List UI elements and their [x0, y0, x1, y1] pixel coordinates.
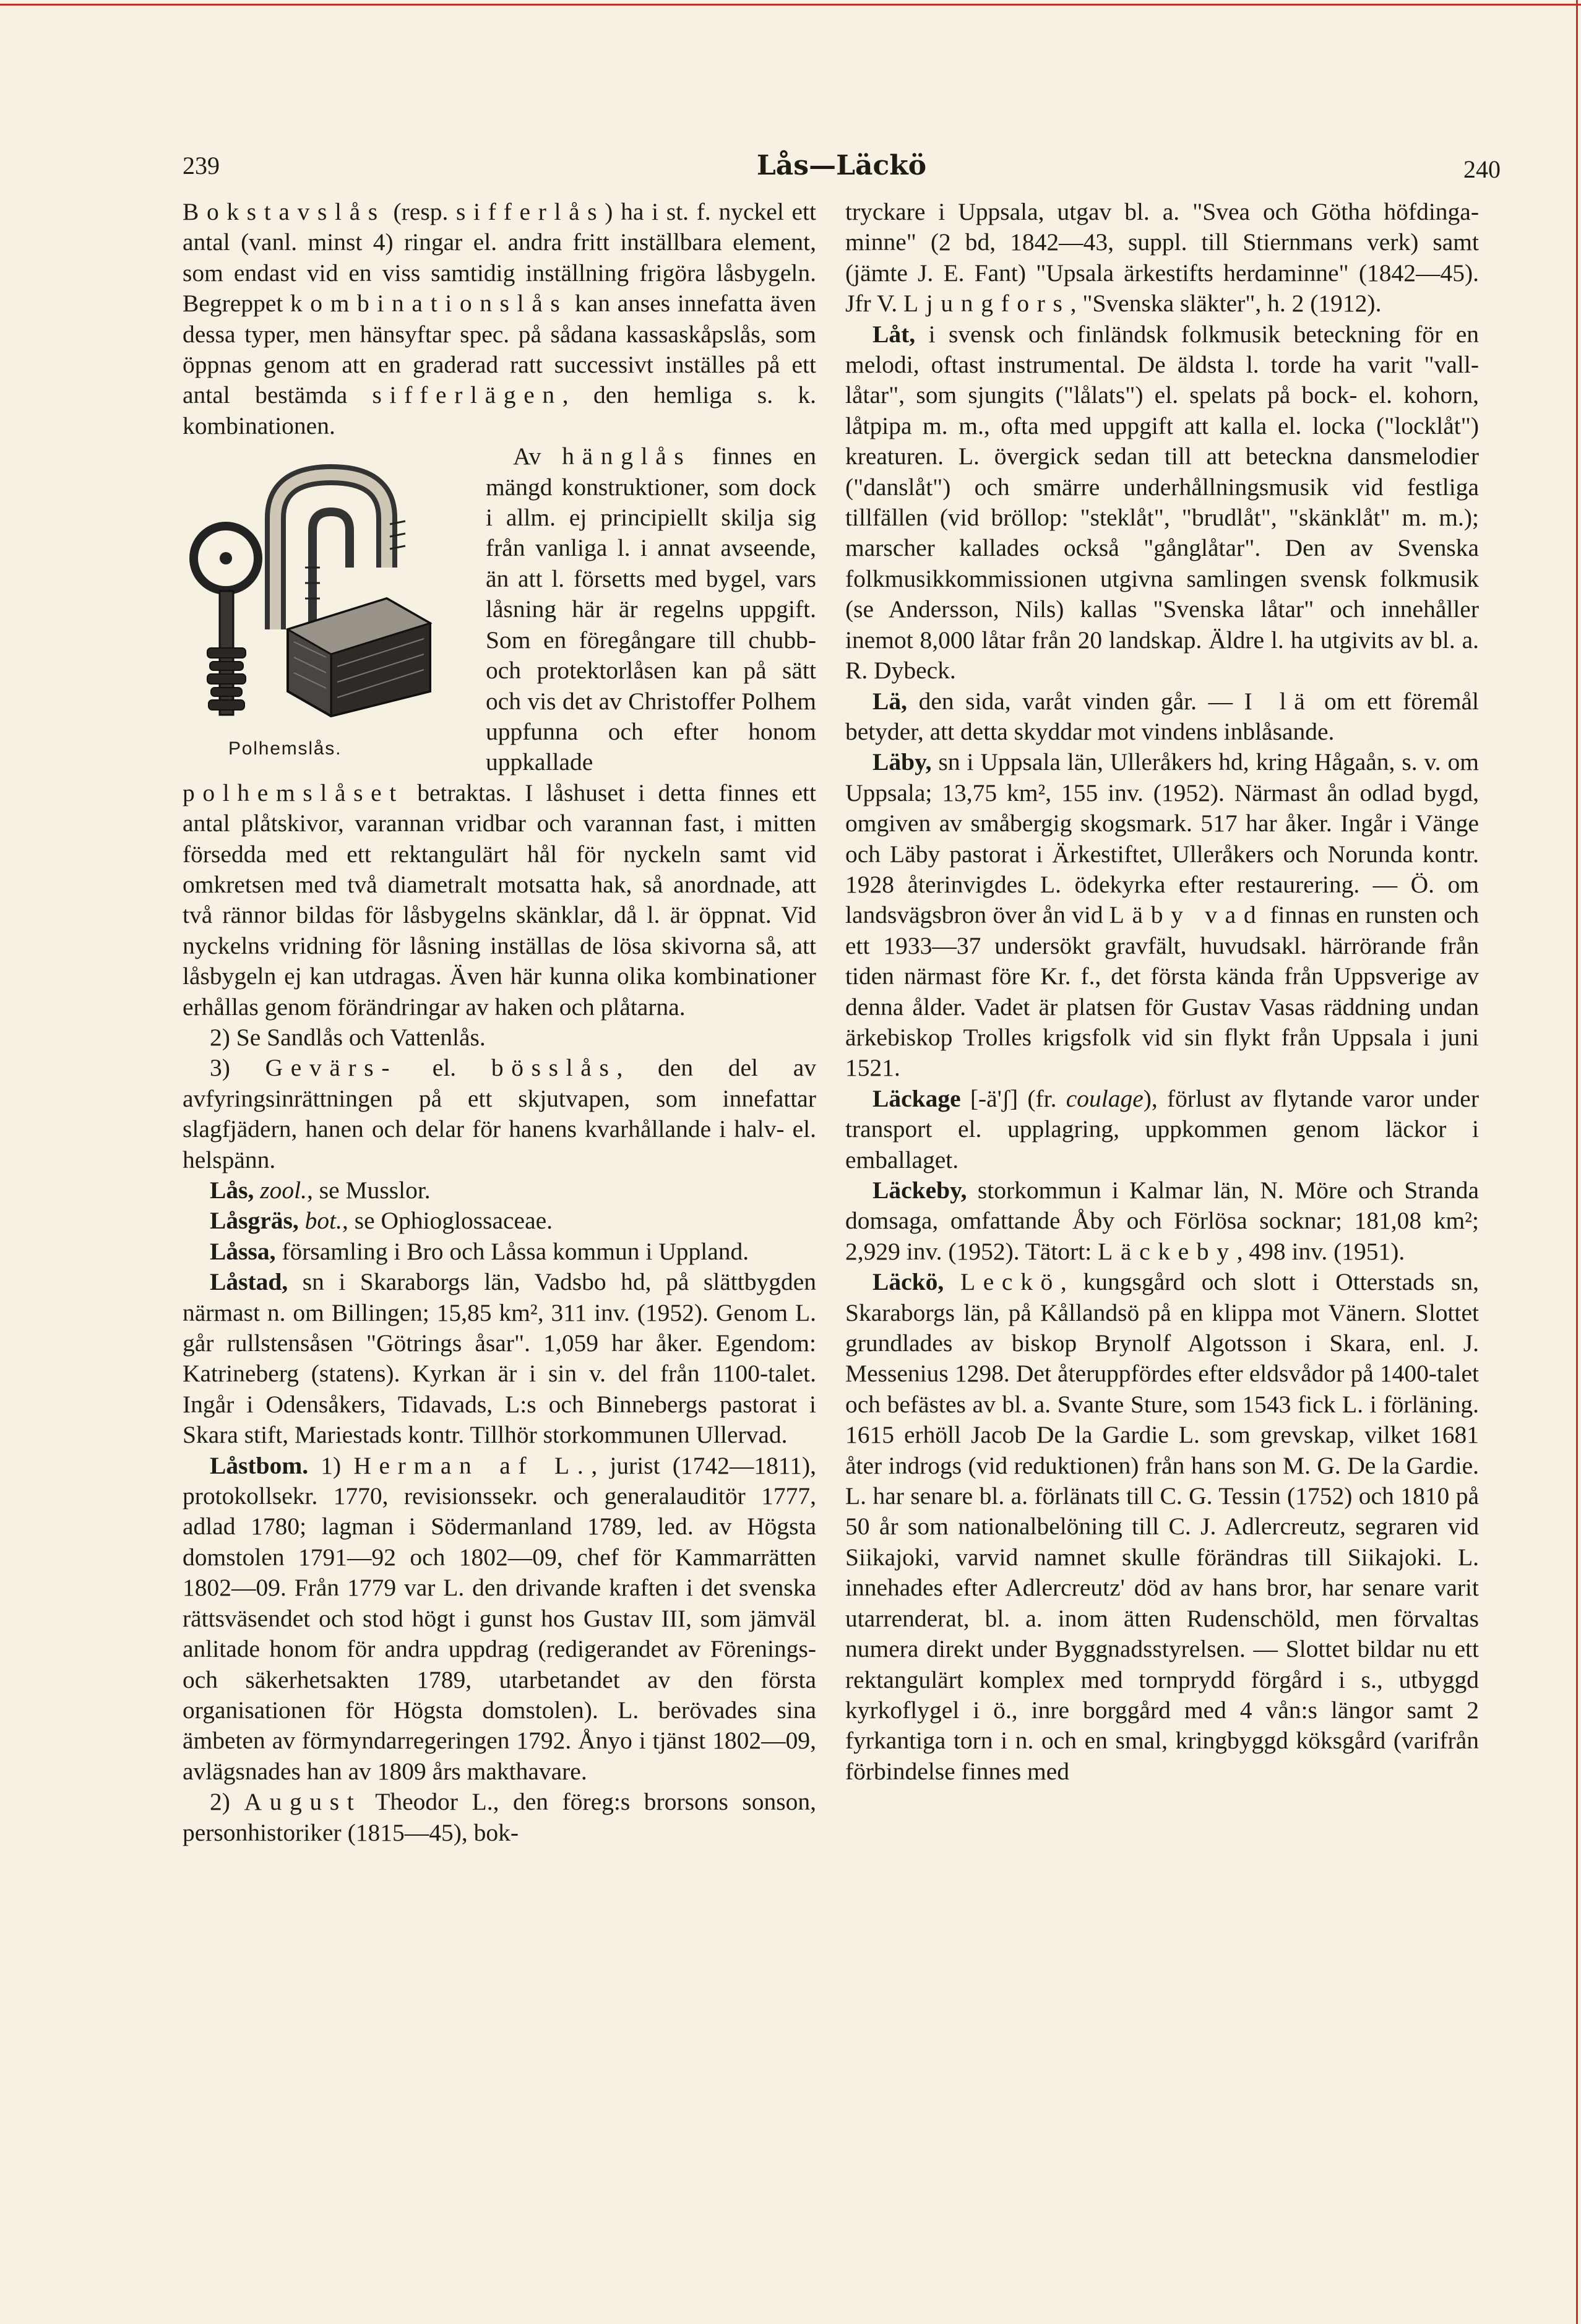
headword: Låsgräs, [210, 1207, 299, 1235]
text: kan anses innefatta även dessa typer, men hänsyftar spec. på sådana kassaskåpslås, som öppnas genom att en graderad ratt successivt inställes på ett antal bestämda [183, 290, 816, 409]
entry-gevarslas [183, 1053, 816, 1175]
padlock-key-illustration [183, 444, 473, 735]
text: 3) [210, 1054, 265, 1082]
term: hänglås [562, 443, 692, 470]
entry-lastbom-cont [845, 197, 1479, 319]
term: sifferlås [456, 198, 605, 225]
top-rule [0, 4, 1581, 6]
text: , kungsgård och slott i Otterstads sn, Skaraborgs län, på Kållandsö på en klippa mot Vänern. Slottet grundlades av biskop Brynolf Algotsson i Skara, enl. J. Messenius 1298. Det återuppfördes efter eldsvådor på 1400-talet och befästes av bl. a. Svante Sture, som 1543 fick L. i förläning. 1615 erhöll Jacob De la Gardie L. som grevskap, vilket 1681 åter indrogs (vid reduktionen) från hans son M. G. De la Gardie. L. har senare bl. a. förlänats till C. G. Tessin (1752) och 1810 på 50 år som nationalbelöning till C. J. Adlercreutz, segraren vid Siikajoki, varvid namnet skulle förändras till Siikajoki. L. innehades efter Adlercreutz' död av hans bror, har senare varit utarrenderat, bl. a. inom ätten Rudenschöld, men förvaltas numera direkt under Byggnadsstyrelsen. — Slottet bildar nu ett rektangulärt komplex med tornprydd förgård i s., utbyggd kyrkoflygel i ö., inre borggård med 4 vån:s längor samt 2 fyrkantiga torn i n. och en smal, kringbyggd köksgård (varifrån förbindelse finnes med [845, 1268, 1479, 1785]
term: August [244, 1788, 362, 1816]
term: sifferlägen [372, 381, 562, 409]
text: i svensk och finländsk folkmusik beteckning för en melodi, oftast instrumental. De äldsta l. torde ha varit "vall-låtar", som sjungits ("lålats") el. spelats på bock- el. kohorn, låtpipa m. m., ofta med uppgift att kalla el. locka ("locklåt") kreaturen. L. övergick sedan till att beteckna dansmelodier ("danslåt") och smärre underhållningsmusik vid festliga tillfällen (vid bröllop: "steklåt", "brudlåt", "skänklåt" m. m.); marscher kallades också "gånglåtar". Den av Svenska folkmusikkommissionen utgivna samlingen svensk folkmusik (se Andersson, Nils) kallas "Svenska låtar" och innehåller inemot 8,000 låtar från 20 landskap. Äldre l. ha utgivits av bl. a. R. Dybeck. [845, 320, 1479, 685]
text: , 498 inv. (1951). [1236, 1237, 1405, 1265]
headword: Låstad, [210, 1268, 288, 1296]
entry-la [845, 686, 1479, 748]
text: [-ä'ʃ] (fr. [960, 1084, 1066, 1112]
abbrev: zool. [260, 1177, 307, 1204]
figure-caption: Polhemslås. [228, 738, 342, 759]
text: finnas en runsten och ett 1933—37 undersökt gravfält, huvudsakl. härrörande från tiden närmast före Kr. f., det första kända från Uppsverige av denna ålder. Vadet är platsen för Gustav Vasas räddning undan ärkebiskop Trolles krigsfolk vid sin flykt från Uppsala i juni 1521. [845, 901, 1479, 1082]
text [944, 1268, 960, 1295]
term: Bokstavslås [183, 198, 386, 225]
entry-bokstavslas [183, 197, 816, 441]
page-title: Lås—Läckö [756, 150, 927, 181]
text: storkommun i Kalmar län, N. Möre och Stranda domsaga, omfattande Åby och Förlösa socknar; 181,08 km²; 2,929 inv. (1952). Tätort: [845, 1177, 1479, 1265]
text: församling i Bro och Låssa kommun i Uppland. [275, 1237, 749, 1265]
headword: Läckeby, [872, 1177, 967, 1204]
text: sn i Skaraborgs län, Vadsbo hd, på slättbygden närmast n. om Billingen; 15,85 km², 311 inv. (1952). Genom L. går rullstensåsen "Götrings åsar". 1,059 har åker. Egendom: Katrineberg (statens). Kyrkan är i sin v. del från 1100-talet. Ingår i Odensåkers, Tidavads, L:s och Binnebergs pastorat i Skara stift, Mariestads kontr. Tillhör storkommunen Ullervad. [183, 1268, 816, 1449]
text: 1) [308, 1451, 354, 1479]
headword: Läby, [872, 748, 932, 776]
abbrev: bot. [304, 1207, 342, 1235]
headword: Lås, [210, 1177, 254, 1204]
term: I lä [1244, 687, 1313, 715]
text: el. [397, 1054, 491, 1082]
entry-lastad [183, 1267, 816, 1450]
text: sn i Uppsala län, Ulleråkers hd, kring Hågaån, s. v. om Uppsala; 13,75 km², 155 inv. (1952). Närmast ån odlad bygd, omgiven av småbergig skogsmark. 517 har åker. Ingår i Vänge och Läby pastorat i Ärkestiftet, Ulleråkers och Norunda kontr. 1928 återinvigdes L. ödekyrka efter restaurering. — Ö. om landsvägsbron över ån vid [845, 748, 1479, 929]
text: (resp. [385, 198, 457, 225]
text: Theodor L., den föreg:s brorsons sonson, personhistoriker (1815—45), bok- [183, 1788, 817, 1846]
term: Leckö [960, 1268, 1061, 1296]
term: Gevärs- [265, 1054, 398, 1082]
text: finnes en mängd konstruktioner, som dock i allm. ej principiellt skilja sig från vanliga l. i annat avseende, än att l. försetts med bygel, vars låsning här är regelns uppgift. Som en föregångare till chubb- och protektorlåsen kan på sätt och vis det av Christoffer Polhem uppfunna och efter honom uppkallade [486, 443, 816, 776]
entry-lacko [845, 1267, 1479, 1787]
entry-lat [845, 319, 1479, 686]
text: den sida, varåt vinden går. — [907, 687, 1244, 715]
entry-lassa [183, 1237, 816, 1267]
page-number-left: 239 [183, 152, 220, 179]
headword: Läckö, [872, 1268, 944, 1296]
text: , jurist (1742—1811), protokollsekr. 1770, revisionssekr. och generalauditör 1777, adlad 1780; lagman i Södermanland 1789, led. av Högsta domstolen 1791—92 och 1802—09, chef för Kammarrätten 1802—09. Från 1779 var L. den drivande kraften i det svenska rättsväsendet och stod högt i gunst hos Gustav III, som jämväl anlitade honom för andra uppdrag (redigerandet av Förenings- och säkerhetsakten 1789, utarbetandet av den första organisationen för Högsta domstolen). L. berövades sina ämbeten av förmyndarregeringen 1792. Ånyo i tjänst 1802—09, avlägsnades han av 1809 års makthavare. [183, 1451, 816, 1785]
term: polhemslåset [183, 779, 404, 806]
text: om ett föremål betyder, att detta skyddar mot vindens inblåsande. [845, 687, 1479, 745]
polhemslas-figure [183, 444, 473, 759]
entry-lastbom-2 [183, 1787, 816, 1848]
text: ) ha i st. f. nyckel ett antal (vanl. minst 4) ringar el. andra fritt inställbara element, som endast vid en viss samtidig inställning frigöra låsbygeln. Begreppet [183, 198, 816, 317]
term: Läckeby [1098, 1237, 1237, 1265]
text: 2) [210, 1788, 244, 1816]
headword: Lä, [872, 687, 907, 715]
term: kombinationslås [290, 290, 568, 317]
term: Ljungfors [903, 290, 1071, 317]
headword: Låssa, [210, 1237, 276, 1265]
entry-lackeby [845, 1175, 1479, 1267]
page-number-right: 240 [1463, 155, 1501, 183]
text: , den del av avfyringsinrättningen på ett skjutvapen, som innefattar slagfjädern, hanen och delar för hanens kvarhållande i halv- el. helspänn. [183, 1054, 817, 1173]
left-column [183, 197, 816, 1848]
text: , se Ophioglossaceae. [342, 1207, 553, 1235]
text [254, 1177, 260, 1204]
entry-lasgras [183, 1206, 816, 1236]
text: betraktas. I låshuset i detta finnes ett antal plåtskivor, varannan vridbar och varannan fast, i mitten försedda med ett rektangulärt hål för nyckeln samt vid omkretsen med två diametralt motsatta hak, så anordnade, att två rännor bildas för låsbygelns skänklar, då l. är öppnat. Vid nyckelns vridning för låsning inställas de lösa skivorna så, att låsbygeln ej kan utdragas. Även här kunna olika kombinationer erhållas genom förändringar av haken och plåtarna. [183, 779, 816, 1021]
text: , "Svenska släkter", h. 2 (1912). [1070, 290, 1382, 317]
entry-hanglas [183, 441, 816, 1022]
entry-las-zool [183, 1175, 816, 1206]
headword: Läckage [872, 1084, 961, 1112]
text: , den hemliga s. k. kombinationen. [183, 381, 816, 439]
text: Av [513, 443, 562, 470]
headword: Låt, [872, 320, 916, 348]
foreign-word: coulage [1066, 1084, 1144, 1112]
entry-lackage [845, 1084, 1479, 1175]
text [299, 1207, 305, 1234]
entry-sandlas: 2) Se Sandlås och Vattenlås. [210, 1023, 486, 1051]
right-edge-rule [1576, 0, 1578, 2324]
term: Herman af L. [353, 1451, 592, 1479]
term: Läby vad [1109, 901, 1264, 929]
headword: Låstbom. [210, 1451, 309, 1479]
text: , se Musslor. [306, 1177, 431, 1204]
page-header [183, 144, 1501, 187]
entry-laby [845, 747, 1479, 1083]
text: tryckare i Uppsala, utgav bl. a. "Svea och Götha höfdinga-minne" (2 bd, 1842—43, suppl. till Stiernmans verk) samt (jämte J. E. Fant) "Upsala ärkestifts herdaminne" (1842—45). Jfr V. [845, 198, 1479, 317]
text: ), förlust av flytande varor under transport el. upplagring, uppkommen genom läckor i emballaget. [845, 1084, 1479, 1173]
term: bösslås [491, 1054, 617, 1082]
entry-lastbom [183, 1451, 816, 1787]
right-column [845, 197, 1479, 1787]
